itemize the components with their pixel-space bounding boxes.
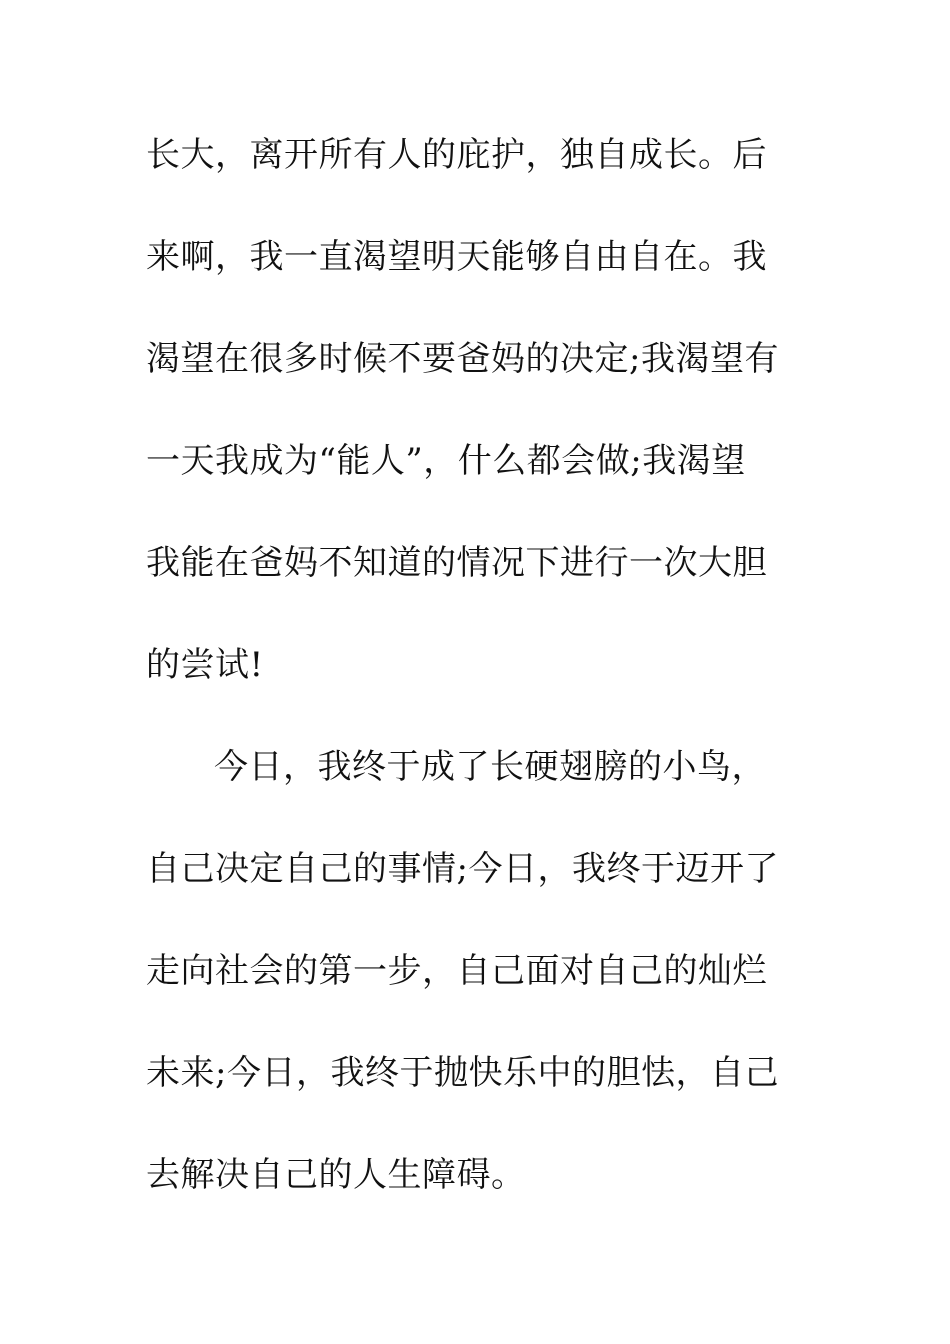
- text-line: 自己决定自己的事情;今日，我终于迈开了: [146, 849, 779, 889]
- text-line: 一天我成为“能人”，什么都会做;我渴望: [146, 441, 746, 481]
- text-line: 未来;今日，我终于抛快乐中的胆怯，自己: [146, 1053, 779, 1093]
- text-line: 去解决自己的人生障碍。: [146, 1155, 526, 1195]
- text-line: 来啊，我一直渴望明天能够自由自在。我: [146, 237, 767, 277]
- document-body: [146, 125, 806, 1247]
- text-line: 的尝试!: [146, 645, 264, 685]
- text-line: 走向社会的第一步，自己面对自己的灿烂: [146, 951, 767, 991]
- paragraph-start-line: 今日，我终于成了长硬翅膀的小鸟，: [214, 747, 766, 787]
- text-line: 渴望在很多时候不要爸妈的决定;我渴望有: [146, 339, 779, 379]
- text-line: 长大，离开所有人的庇护，独自成长。后: [146, 135, 767, 175]
- text-line: 我能在爸妈不知道的情况下进行一次大胆: [146, 543, 767, 583]
